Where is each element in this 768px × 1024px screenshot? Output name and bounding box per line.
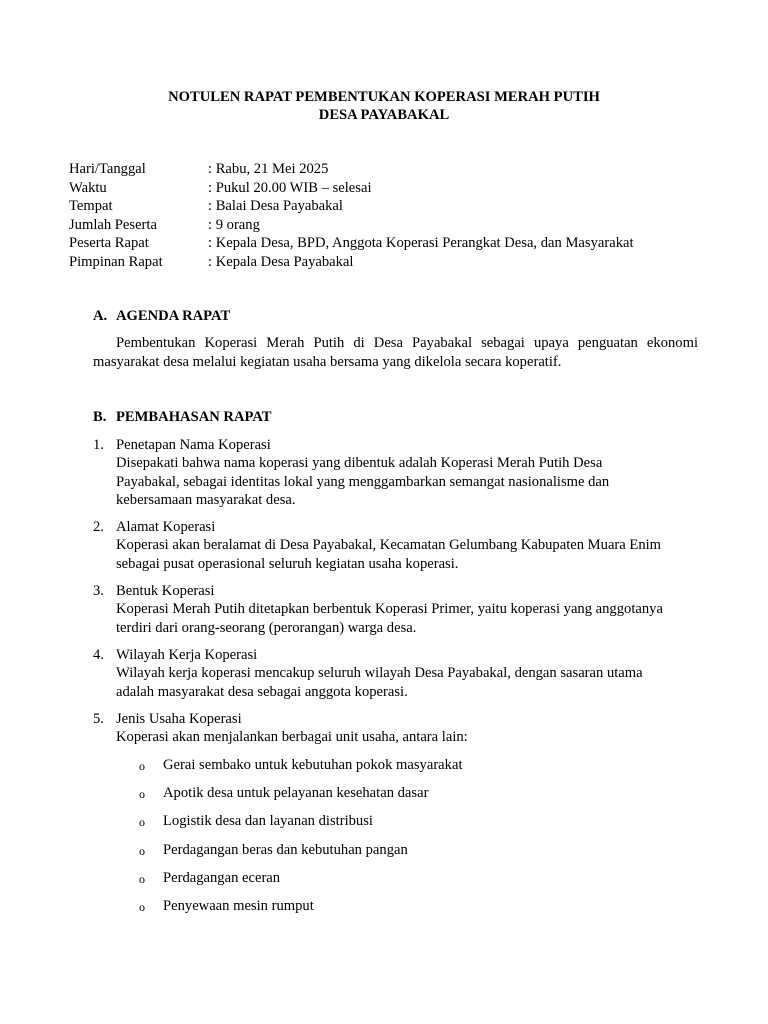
item-line: Koperasi Merah Putih ditetapkan berbentuk Koperasi Primer, yaitu koperasi yang anggotanya (116, 601, 663, 618)
info-row-time (69, 179, 709, 198)
item-line: sebagai pusat operasional seluruh kegiatan usaha koperasi. (116, 555, 459, 572)
agenda-paragraph: Pembentukan Koperasi Merah Putih di Desa Payabakal sebagai upaya penguatan ekonomi masyarakat desa melalui kegiatan usaha bersama yang dikelola secara koperatif. (93, 335, 698, 370)
business-unit-list (139, 756, 699, 925)
bullet-icon: o (139, 871, 145, 886)
list-item-text: Apotik desa untuk pelayanan kesehatan dasar (163, 785, 429, 802)
document-title: NOTULEN RAPAT PEMBENTUKAN KOPERASI MERAH PUTIH (168, 89, 600, 105)
meeting-info (69, 160, 709, 272)
item-line: terdiri dari orang-seorang (perorangan) warga desa. (116, 619, 417, 636)
item-number: 4. (93, 647, 104, 663)
info-row-place (69, 197, 709, 216)
info-row-attendees (69, 234, 709, 253)
info-row-date (69, 160, 709, 179)
item-line: adalah masyarakat desa sebagai anggota koperasi. (116, 683, 408, 700)
list-item (139, 841, 699, 869)
info-value: : Rabu, 21 Mei 2025 (208, 161, 329, 177)
bullet-icon: o (139, 787, 145, 802)
section-title: PEMBAHASAN RAPAT (116, 409, 272, 425)
info-value: : Kepala Desa, BPD, Anggota Koperasi Perangkat Desa, dan Masyarakat (208, 235, 634, 252)
info-row-chair (69, 253, 709, 272)
item-line: Payabakal, sebagai identitas lokal yang menggambarkan semangat nasionalisme dan (116, 473, 610, 490)
list-item-text: Logistik desa dan layanan distribusi (163, 813, 373, 830)
info-value: : Pukul 20.00 WIB – selesai (208, 179, 372, 196)
bullet-icon: o (139, 815, 145, 830)
item-title: Wilayah Kerja Koperasi (116, 647, 258, 663)
info-label: Jumlah Peserta (69, 216, 157, 233)
info-value: : Kepala Desa Payabakal (208, 253, 354, 270)
list-item (139, 812, 699, 840)
list-item (139, 897, 699, 925)
section-title: AGENDA RAPAT (116, 308, 231, 324)
item-number: 5. (93, 711, 104, 727)
document-subtitle: DESA PAYABAKAL (318, 107, 450, 123)
item-number: 2. (93, 519, 104, 535)
item-line: Koperasi akan beralamat di Desa Payabakal, Kecamatan Gelumbang Kabupaten Muara Enim (116, 537, 662, 554)
bullet-icon: o (139, 843, 145, 858)
info-label: Peserta Rapat (69, 235, 149, 252)
list-item (139, 869, 699, 897)
item-line: Koperasi akan menjalankan berbagai unit usaha, antara lain: (116, 729, 468, 746)
list-item (139, 784, 699, 812)
list-item-text: Gerai sembako untuk kebutuhan pokok masyarakat (163, 757, 463, 773)
info-label: Tempat (69, 198, 113, 215)
item-title: Bentuk Koperasi (116, 583, 215, 599)
info-label: Hari/Tanggal (69, 161, 146, 177)
info-label: Waktu (69, 179, 107, 196)
list-item-text: Perdagangan eceran (163, 869, 281, 886)
item-title: Penetapan Nama Koperasi (116, 437, 271, 453)
bullet-icon: o (139, 759, 145, 773)
item-number: 1. (93, 437, 104, 453)
item-title: Jenis Usaha Koperasi (116, 711, 242, 727)
info-value: : Balai Desa Payabakal (208, 198, 343, 215)
section-b-heading (93, 408, 272, 427)
item-line: Wilayah kerja koperasi mencakup seluruh wilayah Desa Payabakal, dengan sasaran utama (116, 665, 643, 682)
list-item-text: Penyewaan mesin rumput (163, 897, 314, 914)
item-line: kebersamaan masyarakat desa. (116, 492, 296, 509)
list-item-text: Perdagangan beras dan kebutuhan pangan (163, 841, 408, 858)
item-line: Disepakati bahwa nama koperasi yang dibentuk adalah Koperasi Merah Putih Desa (116, 455, 603, 472)
section-letter: A. (93, 308, 108, 324)
bullet-icon: o (139, 899, 145, 914)
info-value: : 9 orang (208, 216, 260, 233)
list-item (139, 756, 699, 784)
section-a-heading (93, 307, 230, 326)
item-title: Alamat Koperasi (116, 519, 216, 535)
info-row-attendee-count (69, 216, 709, 235)
info-label: Pimpinan Rapat (69, 253, 163, 270)
item-number: 3. (93, 583, 104, 599)
section-letter: B. (93, 409, 107, 425)
